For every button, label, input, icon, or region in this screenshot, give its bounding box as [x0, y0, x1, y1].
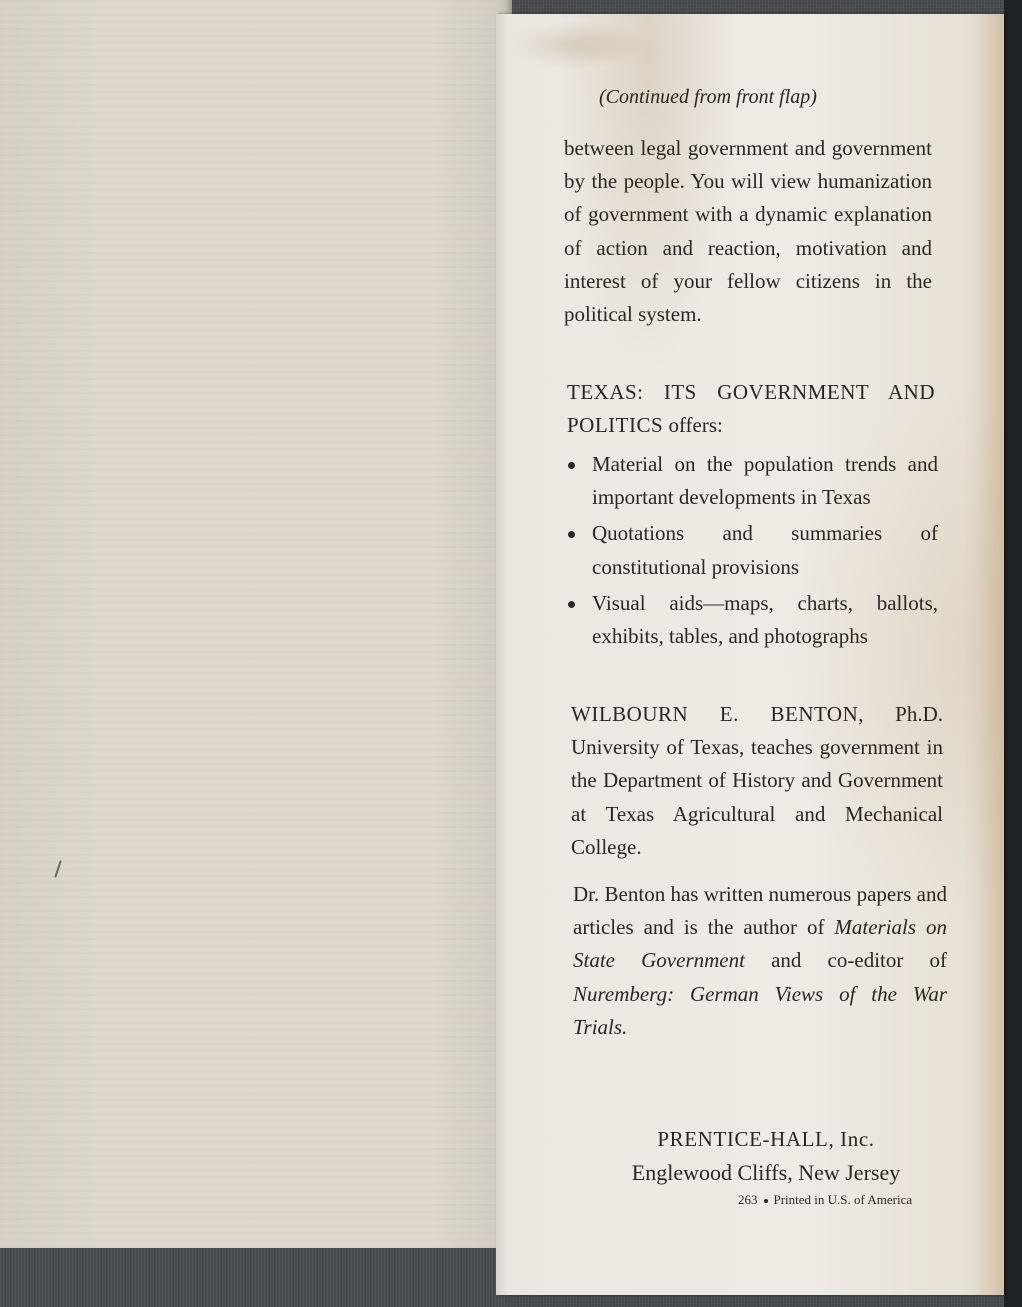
list-item-text: Material on the population trends and important developments in Texas	[592, 452, 938, 510]
cover-bottom-strip	[0, 1248, 510, 1307]
pencil-mark	[54, 860, 61, 878]
imprint-line	[738, 1192, 912, 1208]
author-credentials: Ph.D. University of Texas, teaches government in the Department of History and Government at Texas Agricultural and Mechanical College.	[571, 702, 943, 859]
bullet-icon	[568, 601, 575, 608]
list-item	[568, 517, 938, 583]
cover-right-edge	[1004, 0, 1022, 1307]
bullet-icon	[764, 1199, 768, 1203]
left-endpaper	[0, 0, 510, 1248]
description-paragraph: between legal government and government by the people. You will view humanization of government with a dynamic explanation of action and reaction, motivation and interest of your fellow citizens in the political system.	[564, 136, 932, 327]
publisher-location: Englewood Cliffs, New Jersey	[631, 1160, 901, 1185]
author-paragraph	[571, 698, 943, 864]
work-title: Nuremberg: German Views of the War Trials.	[573, 981, 947, 1039]
offers-label: offers:	[668, 413, 723, 438]
bio-text: Dr. Benton has written numerous papers and articles and is the author of	[573, 882, 947, 940]
publisher-name: PRENTICE-HALL, Inc.	[657, 1127, 875, 1151]
flap-edge-discoloration	[978, 14, 1004, 1295]
list-item	[568, 448, 938, 514]
bio-text: and co-editor of	[771, 948, 947, 973]
list-item-text: Visual aids—maps, charts, ballots, exhibits, tables, and photographs	[592, 590, 938, 649]
offers-list	[568, 448, 938, 656]
publisher-block	[606, 1122, 926, 1190]
offers-paragraph	[567, 376, 935, 442]
bullet-icon	[568, 531, 575, 538]
book-title: TEXAS: ITS GOVERNMENT AND POLITICS	[567, 380, 935, 438]
work-title: Materials on State Government	[573, 915, 947, 973]
imprint-text: Printed in U.S. of America	[773, 1192, 913, 1207]
dust-jacket-flap	[496, 14, 1004, 1295]
list-item-text: Quotations and summaries of constitutional provisions	[592, 521, 938, 579]
imprint-number: 263	[738, 1192, 758, 1207]
flap-stain	[506, 20, 646, 70]
list-item	[568, 587, 938, 653]
bullet-icon	[568, 462, 575, 469]
author-bio-paragraph	[573, 878, 947, 1044]
author-name: WILBOURN E. BENTON,	[571, 702, 865, 726]
continued-note: (Continued from front flap)	[599, 86, 817, 108]
